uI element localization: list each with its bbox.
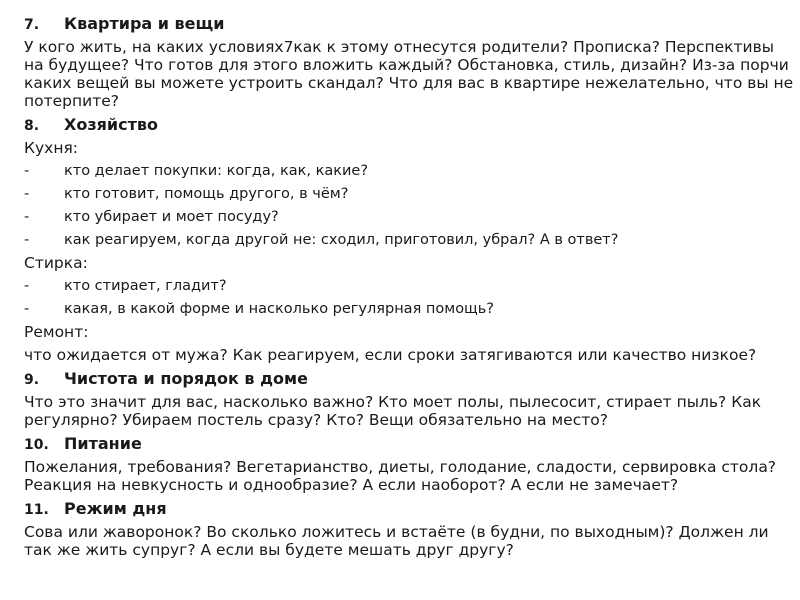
dash-marker: - — [24, 209, 30, 225]
list-item — [24, 185, 794, 203]
section-number: 10. — [24, 437, 49, 453]
document-page — [24, 14, 794, 564]
list-item — [24, 162, 794, 180]
section-title: Чистота и порядок в доме — [64, 369, 308, 388]
list-item-text: кто делает покупки: когда, как, какие? — [64, 163, 369, 179]
dash-marker: - — [24, 232, 30, 248]
dash-marker: - — [24, 186, 30, 202]
section-heading-9 — [24, 369, 794, 390]
section-heading-8 — [24, 115, 794, 136]
section-text-9: Что это значит для вас, насколько важно? Кто моет полы, пылесосит, стирает пыль? Как регулярно? Убираем постель сразу? Кто? Вещи обязательно на место? — [24, 393, 762, 429]
section-title: Режим дня — [64, 499, 167, 518]
dash-marker: - — [24, 163, 30, 179]
section-title: Хозяйство — [64, 115, 158, 134]
section-number: 9. — [24, 372, 40, 388]
section-text-10: Пожелания, требования? Вегетарианство, диеты, голодание, сладости, сервировка стола? Реакция на невкусность и однообразие? А если наоборот? А если не замечает? — [24, 458, 777, 494]
laundry-label: Стирка: — [24, 254, 88, 272]
section-title: Квартира и вещи — [64, 14, 225, 33]
kitchen-label: Кухня: — [24, 139, 79, 157]
section-heading-7 — [24, 14, 794, 35]
section-title: Питание — [64, 434, 142, 453]
list-item — [24, 300, 794, 318]
list-item — [24, 208, 794, 226]
list-item — [24, 277, 794, 295]
repair-label: Ремонт: — [24, 323, 89, 341]
list-item-text: кто убирает и моет посуду? — [64, 209, 279, 225]
section-heading-11 — [24, 499, 794, 520]
section-number: 11. — [24, 502, 49, 518]
section-heading-10 — [24, 434, 794, 455]
list-item-text: кто стирает, гладит? — [64, 278, 227, 294]
repair-text: что ожидается от мужа? Как реагируем, если сроки затягиваются или качество низкое? — [24, 346, 757, 364]
dash-marker: - — [24, 278, 30, 294]
list-item-text: как реагируем, когда другой не: сходил, приготовил, убрал? А в ответ? — [64, 232, 619, 248]
list-item — [24, 231, 794, 249]
section-number: 7. — [24, 17, 40, 33]
section-number: 8. — [24, 118, 40, 134]
list-item-text: какая, в какой форме и насколько регулярная помощь? — [64, 301, 494, 317]
section-text-11: Сова или жаворонок? Во сколько ложитесь и встаёте (в будни, по выходным)? Должен ли так же жить супруг? А если вы будете мешать друг другу? — [24, 523, 769, 559]
section-text-7: У кого жить, на каких условиях7как к этому отнесутся родители? Прописка? Перспективы на будущее? Что готов для этого вложить каждый? Обстановка, стиль, дизайн? Из-за порчи каких вещей вы можете устроить скандал? Что для вас в квартире нежелательно, что вы не потерпите? — [24, 38, 794, 110]
list-item-text: кто готовит, помощь другого, в чём? — [64, 186, 349, 202]
dash-marker: - — [24, 301, 30, 317]
